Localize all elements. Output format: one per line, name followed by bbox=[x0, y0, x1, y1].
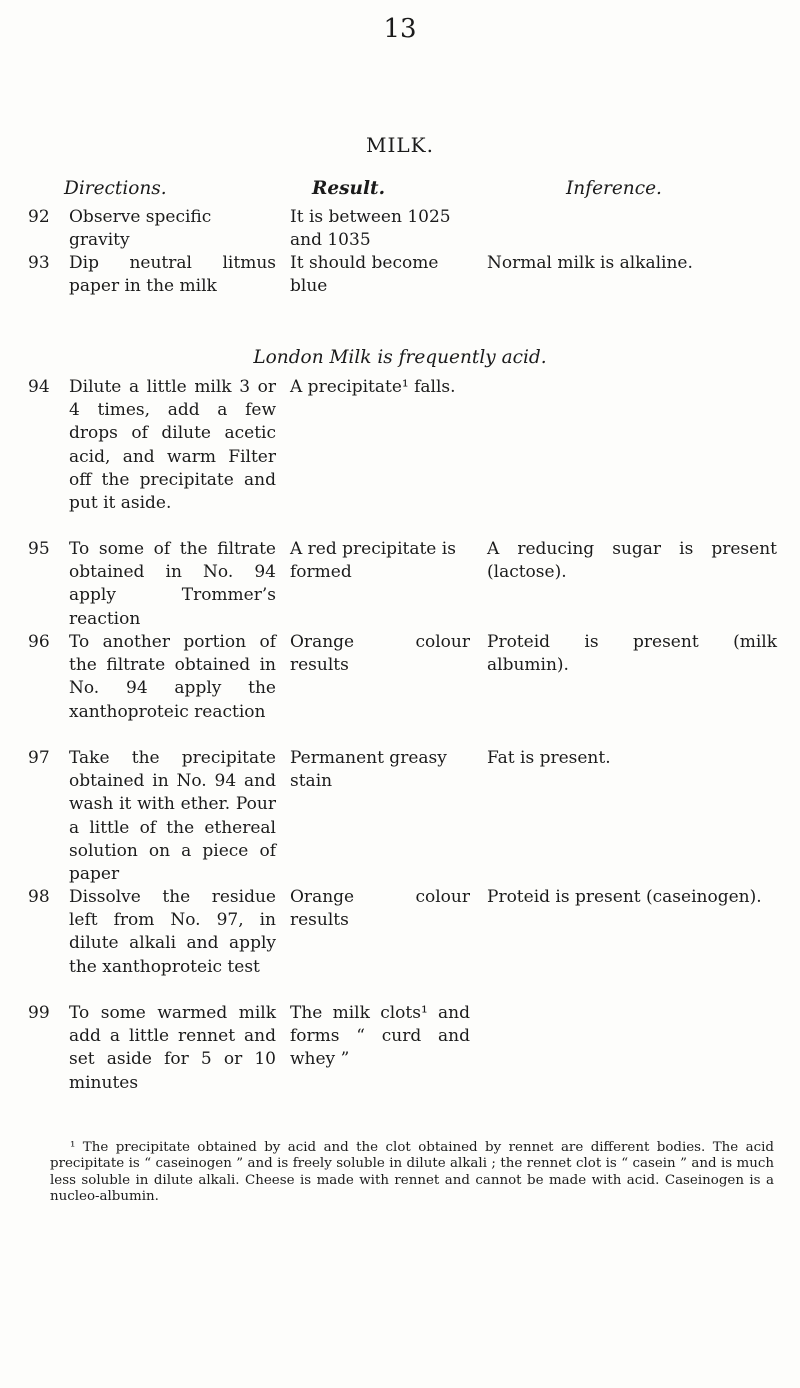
entry-number: 96 bbox=[28, 632, 50, 652]
footnote: ¹ The precipitate obtained by acid and the clot obtained by rennet are different bodies. The acid precipitate is “ caseinogen ” and is freely soluble in dilute alkali ; the rennet clot is “ casein ” and is much less soluble in dilute alkali. Cheese is made with rennet and cannot be made with acid. Caseinogen is a nucleo-albumin. bbox=[50, 1140, 774, 1205]
entry-number: 95 bbox=[28, 539, 50, 559]
direction-text: Take the precipitate obtained in No. 94 and wash it with ether. Pour a little of the ethereal solution on a piece of paper bbox=[69, 748, 276, 885]
inference-95: A reducing sugar is present (lactose). bbox=[487, 539, 777, 583]
entry-number: 98 bbox=[28, 887, 50, 907]
direction-text: Dip neutral litmus paper in the milk bbox=[69, 253, 276, 297]
inference-98: Proteid is present (caseinogen). bbox=[487, 887, 762, 907]
direction-99 bbox=[28, 1002, 276, 1095]
inference-93: Normal milk is alkaline. bbox=[487, 253, 693, 273]
result-93: It should become blue bbox=[290, 253, 439, 297]
entry-number: 93 bbox=[28, 253, 50, 273]
direction-text: Dissolve the residue left from No. 97, in dilute alkali and apply the xanthoproteic test bbox=[69, 887, 276, 977]
direction-94 bbox=[28, 376, 276, 515]
entry-number: 92 bbox=[28, 207, 50, 227]
result-99: The milk clots¹ and forms “ curd and whey ” bbox=[290, 1003, 470, 1070]
header-result: Result. bbox=[312, 178, 386, 199]
direction-text: Observe specific gravity bbox=[69, 207, 212, 251]
result-92: It is between 1025 and 1035 bbox=[290, 207, 451, 251]
direction-text: To some of the filtrate obtained in No. 94 apply Trommer’s reaction bbox=[69, 539, 276, 629]
entry-number: 99 bbox=[28, 1003, 50, 1023]
direction-text: To some warmed milk add a little rennet and set aside for 5 or 10 minutes bbox=[69, 1003, 276, 1093]
result-96: Orange colour results bbox=[290, 632, 470, 676]
direction-95 bbox=[28, 538, 276, 631]
direction-92 bbox=[28, 206, 276, 252]
direction-93 bbox=[28, 252, 276, 298]
page-title: MILK. bbox=[366, 133, 434, 157]
page-number: 13 bbox=[383, 14, 417, 44]
result-94: A precipitate¹ falls. bbox=[290, 377, 456, 397]
header-inference: Inference. bbox=[566, 178, 662, 199]
header-directions: Directions. bbox=[64, 178, 167, 199]
inference-96: Proteid is present (milk albumin). bbox=[487, 632, 777, 676]
direction-text: To another portion of the filtrate obtained in No. 94 apply the xanthoproteic reaction bbox=[69, 632, 276, 722]
direction-97 bbox=[28, 747, 276, 886]
direction-98 bbox=[28, 886, 276, 979]
inference-97: Fat is present. bbox=[487, 748, 611, 768]
entry-number: 97 bbox=[28, 748, 50, 768]
entry-number: 94 bbox=[28, 377, 50, 397]
result-97: Permanent greasy stain bbox=[290, 748, 447, 792]
london-milk-note: London Milk is frequently acid. bbox=[253, 347, 547, 368]
direction-text: Dilute a little milk 3 or 4 times, add a few drops of dilute acetic acid, and warm Filter off the precipitate and put it aside. bbox=[69, 377, 276, 514]
result-98: Orange colour results bbox=[290, 887, 470, 931]
result-95: A red precipitate is formed bbox=[290, 539, 456, 583]
direction-96 bbox=[28, 631, 276, 724]
